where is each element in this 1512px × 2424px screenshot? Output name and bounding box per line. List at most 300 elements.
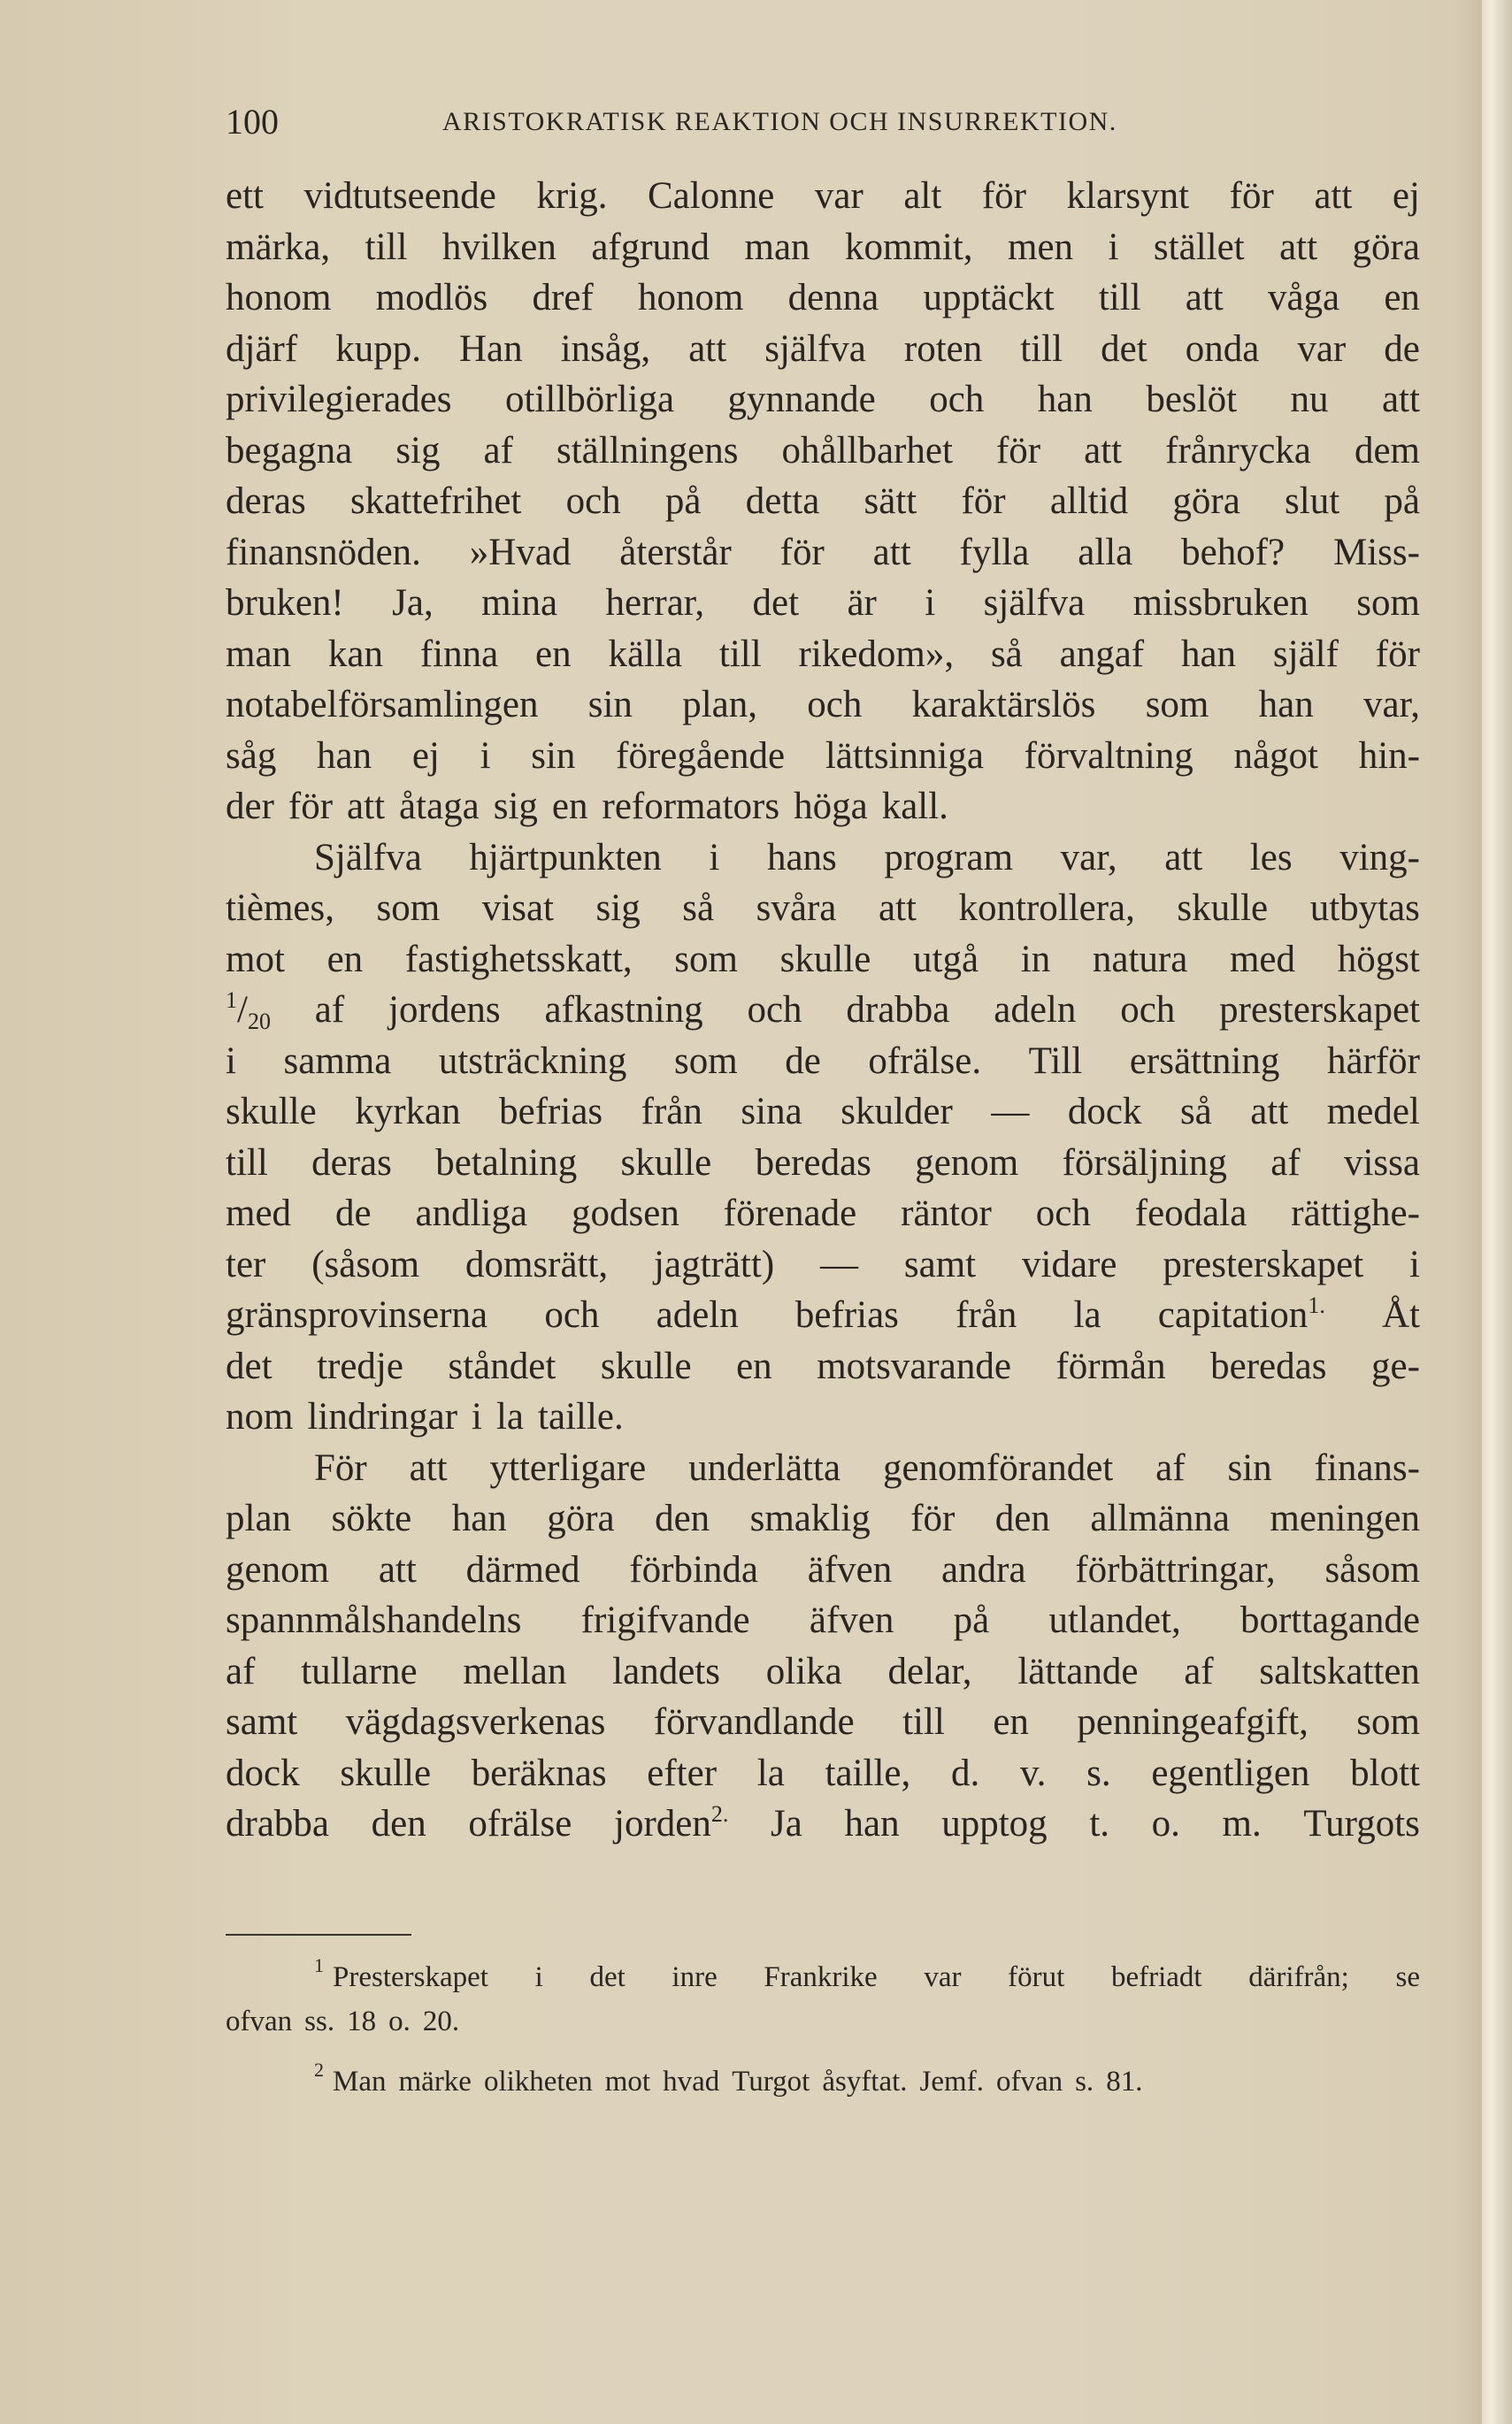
text-line — [226, 679, 1420, 731]
word: kan — [327, 633, 383, 675]
word: ter — [226, 1243, 266, 1285]
word: så — [990, 633, 1023, 675]
word: åtaga — [399, 786, 480, 827]
word: var — [924, 1961, 962, 1993]
word: honom — [637, 277, 744, 318]
word: insåg, — [560, 327, 651, 370]
word: de — [1384, 327, 1420, 370]
word: på — [664, 480, 702, 522]
word: ersättning — [1129, 1039, 1280, 1082]
word: onda — [1185, 327, 1260, 370]
text-line — [226, 374, 1420, 426]
word: en — [551, 786, 588, 827]
word: Frankrike — [764, 1961, 878, 1993]
word: utbytas — [1309, 887, 1420, 929]
word: der — [226, 786, 274, 827]
word: 81. — [1106, 2066, 1143, 2098]
word: genom — [915, 1141, 1019, 1184]
word: roten — [903, 327, 983, 370]
word: de — [334, 1193, 372, 1234]
word: olika — [765, 1650, 842, 1692]
word: frigifvande — [580, 1599, 750, 1641]
text-line — [226, 629, 1420, 680]
word: missbruken — [1132, 582, 1309, 624]
word: finna — [419, 633, 499, 675]
word: finansnöden. — [226, 531, 421, 573]
text-line — [226, 1545, 1420, 1596]
word: det — [752, 582, 800, 624]
word: att — [688, 327, 727, 370]
word: jorden — [614, 1803, 711, 1845]
word: ett — [226, 175, 264, 217]
word: blott — [1350, 1752, 1420, 1794]
text-line — [226, 1443, 1420, 1494]
word: den — [655, 1498, 710, 1539]
word: hvilken — [441, 226, 556, 268]
word: en — [535, 633, 572, 675]
word: för — [1229, 175, 1274, 217]
text-line — [226, 985, 1420, 1036]
word: dem — [1354, 429, 1420, 472]
word: tièmes, — [226, 887, 334, 929]
word: förmån — [1055, 1345, 1166, 1387]
word: Själfva — [314, 836, 422, 878]
word: och — [929, 379, 985, 420]
word: därmed — [465, 1548, 580, 1591]
word: genomförandet — [882, 1446, 1114, 1489]
word: de — [785, 1039, 821, 1082]
text-line — [226, 171, 1420, 222]
word: tullarne — [301, 1650, 418, 1692]
word: förvaltning — [1024, 734, 1193, 777]
word: la — [756, 1752, 785, 1794]
word: begagna — [226, 429, 353, 472]
word: en — [993, 1701, 1029, 1743]
word: afgrund — [591, 226, 710, 268]
word: Calonne — [648, 175, 775, 217]
footnote-number: 1 — [314, 1954, 324, 1976]
word: att — [1084, 429, 1123, 472]
word: för — [995, 429, 1041, 472]
word: presterskapet — [1219, 989, 1420, 1031]
word: capitation — [1157, 1294, 1309, 1336]
word: att — [409, 1446, 448, 1489]
word: och — [544, 1294, 600, 1336]
word: För — [314, 1446, 367, 1489]
word: till — [718, 633, 762, 675]
word: egentligen — [1151, 1752, 1310, 1794]
word: jagträtt) — [654, 1243, 775, 1285]
footnote-marker: 2. — [710, 1801, 729, 1827]
word: af — [1270, 1141, 1301, 1184]
word: Ja — [771, 1803, 802, 1845]
word: honom — [226, 277, 332, 318]
word: och — [1120, 989, 1176, 1031]
text-line — [226, 476, 1420, 527]
page-number: 100 — [226, 102, 279, 142]
word: program — [884, 836, 1014, 878]
word: dock — [1067, 1091, 1142, 1132]
word: finans- — [1314, 1446, 1420, 1489]
word: ställningens — [556, 429, 739, 472]
word: den — [994, 1498, 1050, 1539]
word: man — [744, 226, 810, 268]
word: sin — [587, 684, 633, 725]
word: med — [226, 1193, 292, 1234]
word: allmänna — [1090, 1498, 1230, 1539]
word: och — [807, 684, 863, 725]
text-line — [226, 832, 1420, 884]
word: han — [1037, 379, 1093, 420]
word: jordens — [388, 989, 501, 1031]
word: Man — [333, 2066, 387, 2098]
word: som — [674, 938, 738, 980]
word: återstår — [619, 531, 732, 573]
word: som — [376, 887, 441, 929]
word: les — [1249, 836, 1293, 878]
word: la — [495, 1396, 525, 1438]
word: ohållbarhet — [781, 429, 953, 472]
footnote-start — [314, 2060, 387, 2104]
footnote-start — [314, 1955, 488, 1999]
word: stället — [1153, 226, 1245, 268]
word: sig — [595, 887, 641, 929]
word: i — [472, 1396, 482, 1438]
word: af — [1155, 1446, 1186, 1489]
word: fylla — [959, 531, 1030, 573]
footnote-marker: 1. — [1308, 1293, 1325, 1318]
word: herrar, — [605, 582, 705, 624]
word: Jemf. — [919, 2066, 984, 2098]
word: skulle — [600, 1345, 692, 1387]
word: — — [820, 1243, 859, 1285]
word: var — [1297, 327, 1347, 370]
word: klarsynt — [1066, 175, 1190, 217]
word: att — [878, 887, 917, 929]
word: s. — [1086, 1752, 1111, 1794]
word: godsen — [572, 1193, 679, 1234]
word: lindringar — [307, 1396, 458, 1438]
word: genom — [226, 1548, 330, 1591]
word: beräknas — [471, 1752, 607, 1794]
word: i — [925, 582, 936, 624]
word: sätt — [863, 480, 917, 522]
word: s. — [1075, 2066, 1094, 2098]
word: han — [451, 1498, 507, 1539]
word: detta — [745, 480, 820, 522]
word: alltid — [1049, 480, 1129, 522]
word: det — [226, 1345, 272, 1387]
text-line — [226, 578, 1420, 629]
word: svåra — [756, 887, 837, 929]
text-line — [226, 934, 1420, 986]
word: motsvarande — [817, 1345, 1011, 1387]
word: utlandet, — [1048, 1599, 1181, 1641]
text-line — [226, 324, 1420, 375]
word: till — [365, 226, 408, 268]
word: reformators — [602, 786, 780, 827]
word: våga — [1267, 277, 1340, 318]
word: befrias — [499, 1091, 603, 1132]
word: Till — [1028, 1039, 1083, 1082]
word: upptog — [941, 1803, 1048, 1845]
word: att — [1185, 277, 1224, 318]
word: af — [314, 989, 345, 1031]
word: djärf — [226, 327, 298, 370]
word: o. — [388, 2006, 411, 2037]
word: frånrycka — [1165, 429, 1311, 472]
word: i — [226, 1039, 236, 1082]
word: hans — [766, 836, 837, 878]
word: ytterligare — [489, 1446, 647, 1489]
word: inre — [672, 1961, 718, 1993]
word: i — [709, 836, 720, 878]
word: skulder — [840, 1091, 953, 1132]
word: föregående — [616, 734, 786, 777]
word: sin — [1227, 1446, 1272, 1489]
word: men — [1008, 226, 1074, 268]
word: kupp. — [335, 327, 421, 370]
word: åsyftat. — [822, 2066, 908, 2098]
word: för — [288, 786, 334, 827]
text-line — [226, 1239, 1420, 1291]
word: därifrån; — [1248, 1961, 1349, 1993]
word: från — [641, 1091, 702, 1132]
word: hvad — [663, 2066, 720, 2098]
word: betalning — [435, 1141, 578, 1184]
word: af — [1184, 1650, 1214, 1692]
word: den — [371, 1803, 426, 1845]
word: delar, — [887, 1650, 972, 1692]
word: karaktärslös — [911, 684, 1096, 725]
word: som — [1356, 1701, 1420, 1743]
word: behof? — [1181, 531, 1286, 573]
word-with-note — [1158, 1290, 1325, 1341]
word: förbinda — [629, 1548, 758, 1591]
word: alla — [1078, 531, 1133, 573]
word: spannmålshandelns — [226, 1599, 522, 1641]
word: taille, — [825, 1752, 911, 1794]
word: »Hvad — [469, 531, 572, 573]
word: att — [347, 786, 386, 827]
word: deras — [226, 480, 306, 522]
word: skulle — [1177, 887, 1269, 929]
word: andra — [941, 1548, 1026, 1591]
word: han — [844, 1803, 900, 1845]
word: utgå — [913, 938, 979, 980]
text-line — [226, 222, 1420, 273]
text-line — [226, 1086, 1420, 1138]
word: v. — [1019, 1752, 1047, 1794]
word: en — [326, 938, 364, 980]
word: försäljning — [1062, 1141, 1227, 1184]
word: han — [317, 734, 372, 777]
word: med — [1229, 938, 1296, 980]
word: nom — [226, 1396, 294, 1438]
word: utsträckning — [438, 1039, 627, 1082]
word: som — [1356, 582, 1420, 624]
text-line — [226, 883, 1420, 934]
word: höga — [794, 786, 868, 827]
word: beredas — [1210, 1345, 1327, 1387]
word: se — [1395, 1961, 1420, 1993]
word: så — [1179, 1091, 1212, 1132]
word: ej — [411, 734, 440, 777]
word: hin- — [1358, 734, 1420, 777]
word: penningeafgift, — [1077, 1701, 1309, 1743]
word: Ja, — [392, 582, 434, 624]
word: hjärtpunkten — [469, 836, 662, 878]
word: något — [1233, 734, 1318, 777]
fraction: $^1/_{20}$ — [226, 987, 271, 1034]
word: han — [1180, 633, 1237, 675]
word: ofrälse — [468, 1803, 572, 1845]
word: äfven — [809, 1599, 894, 1641]
word: kyrkan — [355, 1091, 461, 1132]
word: feodala — [1134, 1193, 1247, 1234]
word: kall. — [881, 786, 948, 827]
word: presterskapet — [1163, 1243, 1364, 1285]
word: 18 — [347, 2006, 377, 2037]
footnotes — [226, 1955, 1420, 2104]
word: mot — [226, 938, 285, 980]
word: att — [1164, 836, 1203, 878]
word: fastighetsskatt, — [404, 938, 633, 980]
word: natura — [1092, 938, 1188, 980]
word: efter — [647, 1752, 718, 1794]
footnote-line — [226, 1955, 1420, 1999]
word: märka, — [226, 226, 331, 268]
footnote-line — [226, 1999, 1420, 2044]
word: dref — [532, 277, 594, 318]
word: — — [991, 1091, 1030, 1132]
word: ej — [1392, 175, 1420, 217]
word: plan, — [682, 684, 757, 725]
word: göra — [1172, 480, 1240, 522]
text-line — [226, 272, 1420, 324]
word: Presterskapet — [333, 1961, 488, 1993]
word: kontrollera, — [958, 887, 1135, 929]
word: sig — [395, 429, 441, 472]
word: för — [910, 1498, 956, 1539]
word: bruken! — [226, 582, 344, 624]
word: att — [1381, 379, 1420, 420]
word: afkastning — [544, 989, 703, 1031]
word: gränsprovinserna — [226, 1294, 488, 1336]
word: skulle — [620, 1141, 712, 1184]
word: dock — [226, 1752, 300, 1794]
word: att — [1314, 175, 1353, 217]
word: sina — [741, 1091, 802, 1132]
word: källa — [608, 633, 683, 675]
word: från — [956, 1294, 1017, 1336]
word: af — [226, 1650, 256, 1692]
word: d. — [950, 1752, 980, 1794]
word: var, — [1060, 836, 1117, 878]
word: Turgots — [1303, 1803, 1420, 1845]
word: en — [1384, 277, 1420, 318]
word: taille. — [538, 1396, 624, 1438]
word: äfven — [807, 1548, 893, 1591]
word: ss. — [304, 2006, 335, 2037]
text-line — [226, 1646, 1420, 1698]
word: själfva — [983, 582, 1086, 624]
word: och — [747, 989, 802, 1031]
word: det — [589, 1961, 626, 1993]
word: lättsinniga — [825, 734, 984, 777]
word: såg — [226, 734, 277, 777]
word: härför — [1326, 1039, 1420, 1082]
word: underlätta — [688, 1446, 841, 1489]
word: så — [682, 887, 715, 929]
word: af — [483, 429, 513, 472]
word: domsrätt, — [464, 1243, 609, 1285]
word: la — [1073, 1294, 1101, 1336]
word: Miss- — [1332, 531, 1420, 573]
word: i — [1409, 1243, 1420, 1285]
text-line — [226, 1341, 1420, 1392]
word: såsom — [1324, 1548, 1420, 1591]
word: göra — [547, 1498, 615, 1539]
footnote-line — [226, 2060, 1420, 2104]
word: m. — [1222, 1803, 1262, 1845]
word: adeln — [994, 989, 1077, 1031]
word: beredas — [755, 1141, 871, 1184]
word: deras — [311, 1141, 392, 1184]
text-line — [226, 1748, 1420, 1799]
running-head: ARISTOKRATISK REAKTION OCH INSURREKTION. — [442, 107, 1117, 136]
word: skulle — [226, 1091, 317, 1132]
word: i — [534, 1961, 543, 1993]
text-line — [226, 1138, 1420, 1189]
word: samma — [283, 1039, 392, 1082]
word: Han — [458, 327, 523, 370]
footnote-rule — [226, 1934, 411, 1936]
word: till — [1020, 327, 1063, 370]
word: en — [736, 1345, 772, 1387]
word: var — [814, 175, 863, 217]
word: i — [480, 734, 491, 777]
word: otillbörliga — [504, 379, 675, 420]
page-header — [226, 96, 1252, 149]
footnote-number: 2 — [314, 2059, 324, 2081]
word: högst — [1337, 938, 1420, 980]
page-edge — [1482, 0, 1512, 2424]
word: alt — [903, 175, 942, 217]
word: samt — [903, 1243, 977, 1285]
word: t. — [1089, 1803, 1110, 1845]
word: som — [1145, 684, 1209, 725]
word: landets — [612, 1650, 720, 1692]
word: medel — [1326, 1091, 1420, 1132]
word: Turgot — [732, 2066, 810, 2098]
word: sig — [493, 786, 538, 827]
word: andliga — [415, 1193, 528, 1234]
word: mellan — [463, 1650, 567, 1692]
word: göra — [1352, 226, 1420, 268]
word: in — [1020, 938, 1051, 980]
word: vägdagsverkenas — [345, 1701, 606, 1743]
word: ge- — [1371, 1345, 1420, 1387]
word: att — [1250, 1091, 1289, 1132]
word: skulle — [340, 1752, 432, 1794]
text-line — [226, 1493, 1420, 1545]
word: för — [1375, 633, 1420, 675]
word: till — [1098, 277, 1141, 318]
word: ofvan — [995, 2066, 1063, 2098]
word: o. — [1151, 1803, 1180, 1845]
word: det — [1101, 327, 1147, 370]
